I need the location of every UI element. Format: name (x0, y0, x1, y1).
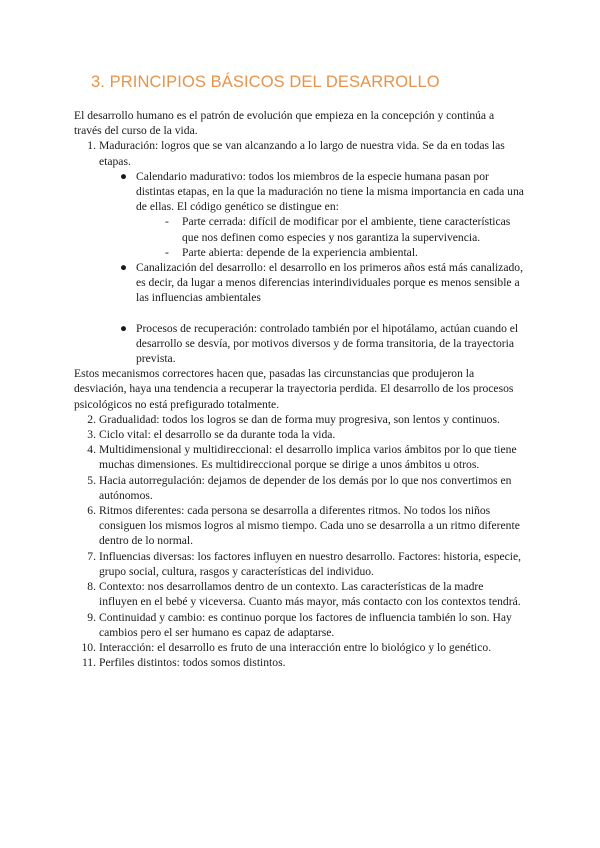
list-item-5 (74, 473, 524, 503)
dash-text: Parte abierta: depende de la experiencia ambiental. (182, 245, 418, 259)
list-item-text: Contexto: nos desarrollamos dentro de un contexto. Las características de la madre influyen en el bebé y viceversa. Cuanto más mayor, más contacto con los contextos tendrá. (99, 580, 521, 609)
dash-icon: - (165, 245, 169, 259)
intro-paragraph: El desarrollo humano es el patrón de evolución que empieza en la concepción y continúa a través del curso de la vida. (74, 109, 495, 138)
bullet-list (99, 169, 524, 366)
dash-text: Parte cerrada: difícil de modificar por el ambiente, tiene características que nos definen como especies y nos garantiza la supervivencia. (182, 215, 511, 244)
dash-icon: - (165, 215, 169, 229)
list-item-11 (74, 655, 524, 670)
list-item-text: Perfiles distintos: todos somos distintos. (99, 656, 286, 670)
list-item-text: Hacia autorregulación: dejamos de depender de los demás por lo que nos convertimos en autónomos. (99, 473, 512, 502)
blank-line (136, 306, 524, 321)
list-item-8 (74, 579, 524, 609)
list-item-10 (74, 640, 524, 655)
list-number: 6. (87, 504, 96, 518)
bullet-text: Procesos de recuperación: controlado también por el hipotálamo, actúan cuando el desarrollo se desvía, por motivos diversos y de forma transitoria, de la trayectoria prevista. (136, 321, 519, 366)
list-item-text: Ritmos diferentes: cada persona se desarrolla a diferentes ritmos. No todos los niños consiguen los mismos logros al mismo tiempo. Cada uno se desarrolla a un ritmo diferente dentro de lo normal. (99, 504, 520, 548)
document-body (74, 108, 524, 670)
bullet-icon: ● (120, 261, 128, 275)
list-item-text: Interacción: el desarrollo es fruto de una interacción entre lo biológico y lo genético. (99, 640, 492, 654)
list-item-text: Influencias diversas: los factores influyen en nuestro desarrollo. Factores: historia, especie, grupo social, cultura, rasgos y características del individuo. (99, 549, 522, 578)
list-number: 10. (81, 640, 96, 654)
bullet-item-calendario (120, 169, 524, 260)
list-item-4 (74, 442, 524, 472)
list-number: 5. (87, 473, 96, 487)
list-number: 4. (87, 443, 96, 457)
list-item-text: Gradualidad: todos los logros se dan de forma muy progresiva, son lentos y continuos. (99, 412, 500, 426)
bullet-icon: ● (120, 169, 128, 183)
section-heading: 3. PRINCIPIOS BÁSICOS DEL DESARROLLO (91, 73, 440, 91)
bullet-icon: ● (120, 321, 128, 335)
list-item-text: Ciclo vital: el desarrollo se da durante toda la vida. (99, 428, 336, 442)
mechanisms-paragraph: Estos mecanismos correctores hacen que, pasadas las circunstancias que produjeron la desviación, haya una tendencia a recuperar la trayectoria perdida. El desarrollo de los procesos psicológicos no está prefigurado totalmente. (74, 367, 514, 411)
list-number: 8. (87, 580, 96, 594)
list-number: 1. (87, 139, 96, 153)
dash-list (136, 214, 524, 260)
list-number: 3. (87, 428, 96, 442)
list-item-text: Continuidad y cambio: es continuo porque los factores de influencia también lo son. Hay cambios pero el ser humano es capaz de adaptarse. (99, 610, 512, 639)
list-item-7 (74, 549, 524, 579)
list-item-3 (74, 427, 524, 442)
list-item-text: Multidimensional y multidireccional: el desarrollo implica varios ámbitos por lo que tiene muchas dimensiones. Es multidireccional porque se dirige a unos ámbitos u otros. (99, 443, 517, 472)
dash-item-abierta (165, 245, 524, 260)
bullet-text: Calendario madurativo: todos los miembros de la especie humana pasan por distintas etapas, en la que la maduración no tiene la misma importancia en cada una de ellas. El código genético se distingue en: (136, 169, 524, 214)
list-item-6 (74, 503, 524, 549)
list-number: 11. (81, 656, 96, 670)
list-number: 2. (87, 412, 96, 426)
dash-item-cerrada (165, 214, 524, 244)
list-item-text: Maduración: logros que se van alcanzando a lo largo de nuestra vida. Se da en todas las etapas. (99, 139, 505, 168)
list-item-9 (74, 610, 524, 640)
list-number: 9. (87, 610, 96, 624)
numbered-list (74, 412, 524, 670)
bullet-text: Canalización del desarrollo: el desarrollo en los primeros años está más canalizado, es decir, da lugar a menos diferencias interindividuales porque es menos sensible a las influencias ambientales (136, 261, 523, 305)
list-number: 7. (87, 549, 96, 563)
bullet-item-canalizacion (120, 260, 524, 306)
bullet-item-recuperacion (120, 321, 524, 367)
list-item-1 (74, 138, 524, 366)
list-item-2 (74, 412, 524, 427)
